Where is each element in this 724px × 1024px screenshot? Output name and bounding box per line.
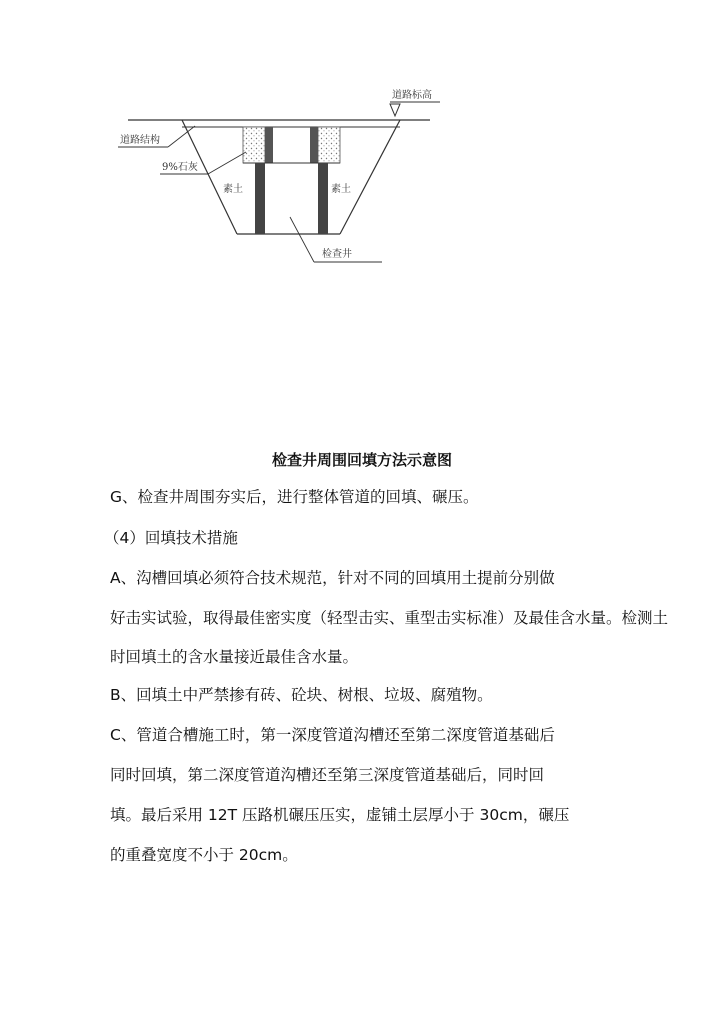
paragraph-line-a2: 好击实试验，取得最佳密实度（轻型击实、重型击实标准）及最佳含水量。检测土 <box>110 609 669 627</box>
paragraph-line-c4: 的重叠宽度不小于 20cm。 <box>110 846 298 864</box>
paragraph-line-c2: 同时回填，第二深度管道沟槽还至第三深度管道基础后，同时回 <box>110 766 545 784</box>
paragraph-line-a1: A、沟槽回填必须符合技术规范，针对不同的回填用土提前分别做 <box>110 569 555 587</box>
road-structure-leader-diag <box>168 126 195 147</box>
trench-left-wall <box>182 120 237 234</box>
paragraph-line-c3: 填。最后采用 12T 压路机碾压压实，虚铺土层厚小于 30cm，碾压 <box>110 806 570 824</box>
well-upper-wall-left <box>265 127 273 163</box>
manhole-leader-diag <box>290 217 314 262</box>
well-lower-wall-right <box>318 163 328 234</box>
lime-leader-diag <box>208 152 246 174</box>
road-structure-label: 道路结构 <box>120 135 160 146</box>
road-elevation-label: 道路标高 <box>392 90 432 101</box>
road-elevation-marker-icon <box>390 104 400 116</box>
manhole-label: 检查井 <box>322 249 352 260</box>
paragraph-line-c1: C、管道合槽施工时，第一深度管道沟槽还至第二深度管道基础后 <box>110 726 555 744</box>
section-heading-4: （4）回填技术措施 <box>104 529 238 547</box>
soil-label-left: 素土 <box>223 184 243 195</box>
well-lower-wall-left <box>255 163 265 234</box>
well-upper-wall-right <box>310 127 318 163</box>
manhole-backfill-diagram <box>100 82 440 268</box>
figure-caption: 检查井周围回填方法示意图 <box>271 451 452 469</box>
lime-zone-right <box>318 127 340 163</box>
lime-label: 9%石灰 <box>162 162 198 173</box>
paragraph-line-b: B、回填土中严禁掺有砖、砼块、树根、垃圾、腐殖物。 <box>110 686 493 704</box>
paragraph-line-a3: 时回填土的含水量接近最佳含水量。 <box>110 648 359 666</box>
trench-right-wall <box>340 120 400 234</box>
lime-zone-left <box>243 127 265 163</box>
paragraph-line-g: G、检查井周围夯实后，进行整体管道的回填、碾压。 <box>110 488 479 506</box>
soil-label-right: 素土 <box>331 184 351 195</box>
